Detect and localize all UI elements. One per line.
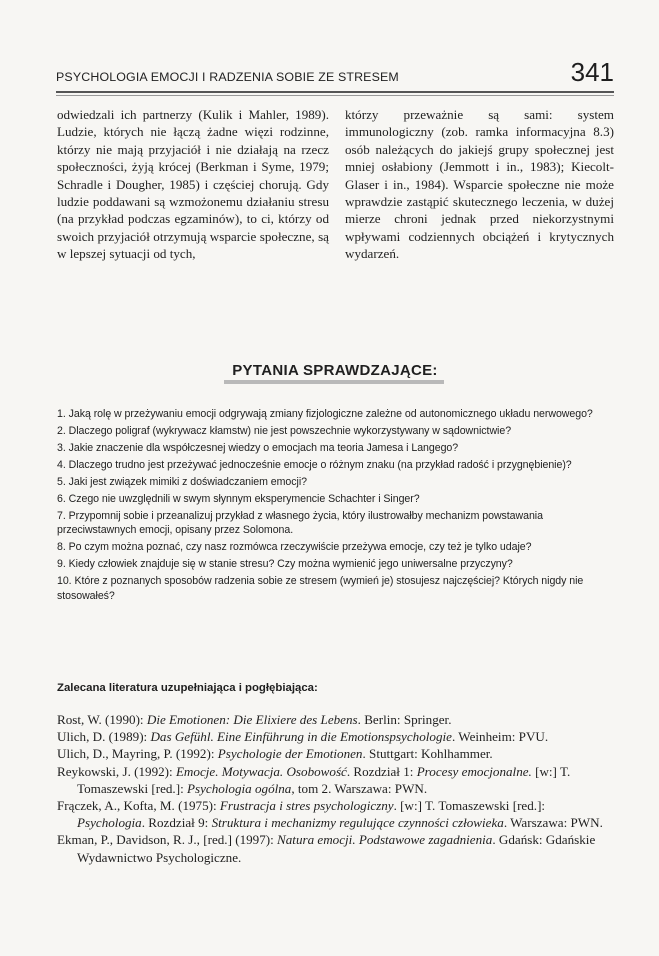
- literature-heading: Zalecana literatura uzupełniająca i pogłębiająca:: [57, 682, 318, 694]
- title-underline-bar: [224, 380, 444, 384]
- question-item: 6. Czego nie uwzględnili w swym słynnym eksperymencie Schachter i Singer?: [57, 493, 420, 505]
- page-number: 341: [570, 57, 614, 87]
- header-rule: [56, 91, 614, 93]
- body-text-left-column: odwiedzali ich partnerzy (Kulik i Mahler, 1989). Ludzie, których nie łączą żadne więzi rodzinne, którzy nie mają przyjaciół i nie działają na rzecz społeczności, żyją krócej (Berkman i Syme, 1979; Schradle i Dougher, 1985) i częściej chorują. Gdy ludzie poddawani są wzmożonemu działaniu stresu (na przykład podczas egzaminów), to ci, którzy od swoich przyjaciół otrzymują wsparcie społeczne, są w lepszej sytuacji od tych,: [57, 107, 329, 262]
- question-item: 9. Kiedy człowiek znajduje się w stanie stresu? Czy można wymienić jego uniwersalne przyczyny?: [57, 558, 513, 571]
- reference-item: Reykowski, J. (1992): Emocje. Motywacja. Osobowość. Rozdział 1: Procesy emocjonalne. [w:] T. Tomaszewski [red.]: Psychologia ogólna, tom 2. Warszawa: PWN.: [57, 763, 571, 796]
- reference-item: Ulich, D. (1989): Das Gefühl. Eine Einführung in die Emotionspsychologie. Weinheim: PVU.: [57, 729, 549, 745]
- reference-item: Frączek, A., Kofta, M. (1975): Frustracja i stres psychologiczny. [w:] T. Tomaszewski [red.]: Psychologia. Rozdział 9: Struktura i mechanizmy regulujące czynności człowieka. Warszawa: PWN.: [57, 798, 603, 831]
- question-item: 10. Które z poznanych sposobów radzenia sobie ze stresem (wymień je) stosujesz najczęściej? Których nigdy nie stosowałeś?: [57, 575, 584, 602]
- running-head: PSYCHOLOGIA EMOCJI I RADZENIA SOBIE ZE STRESEM: [56, 70, 399, 84]
- question-item: 3. Jakie znaczenie dla współczesnej wiedzy o emocjach ma teoria Jamesa i Langego?: [57, 442, 459, 454]
- body-text-right-column: którzy przeważnie są sami: system immunologiczny (zob. ramka informacyjna 8.3) osób należących do jakiejś grupy społecznej jest mniej osłabiony (Jemmott i in., 1983); Kiecolt-Glaser i in., 1984). Wsparcie społeczne nie może wprawdzie zastąpić skutecznego leczenia, w dużej mierze chroni jednak przed niekorzystnymi wpływami codziennych obciążeń i krytycznych wydarzeń.: [345, 107, 614, 262]
- reference-item: Ekman, P., Davidson, R. J., [red.] (1997): Natura emocji. Podstawowe zagadnienia. Gdańsk: Gdańskie Wydawnictwo Psychologiczne.: [57, 832, 596, 865]
- question-item: 7. Przypomnij sobie i przeanalizuj przykład z własnego życia, który ilustrowałby mechanizm powstawania przeciwstawnych emocji, opisany przez Solomona.: [57, 510, 543, 537]
- reference-item: Rost, W. (1990): Die Emotionen: Die Elixiere des Lebens. Berlin: Springer.: [57, 712, 452, 727]
- question-item: 2. Dlaczego poligraf (wykrywacz kłamstw) nie jest powszechnie wykorzystywany w sądownictwie?: [57, 425, 512, 437]
- question-item: 8. Po czym można poznać, czy nasz rozmówca rzeczywiście przeżywa emocje, czy też je tylko udaje?: [57, 541, 532, 554]
- page-header: [56, 57, 614, 90]
- question-item: 4. Dlaczego trudno jest przeżywać jednocześnie emocje o różnym znaku (na przykład radość i przygnębienie)?: [57, 459, 572, 471]
- question-item: 1. Jaką rolę w przeżywaniu emocji odgrywają zmiany fizjologiczne zależne od autonomicznego układu nerwowego?: [57, 408, 593, 420]
- review-questions-title: PYTANIA SPRAWDZAJĄCE:: [232, 362, 438, 379]
- reference-item: Ulich, D., Mayring, P. (1992): Psychologie der Emotionen. Stuttgart: Kohlhammer.: [57, 746, 493, 762]
- question-item: 5. Jaki jest związek mimiki z doświadczaniem emocji?: [57, 476, 307, 488]
- reference-list: [57, 711, 615, 866]
- header-rule-thin: [56, 95, 614, 96]
- review-questions-list: [57, 407, 615, 606]
